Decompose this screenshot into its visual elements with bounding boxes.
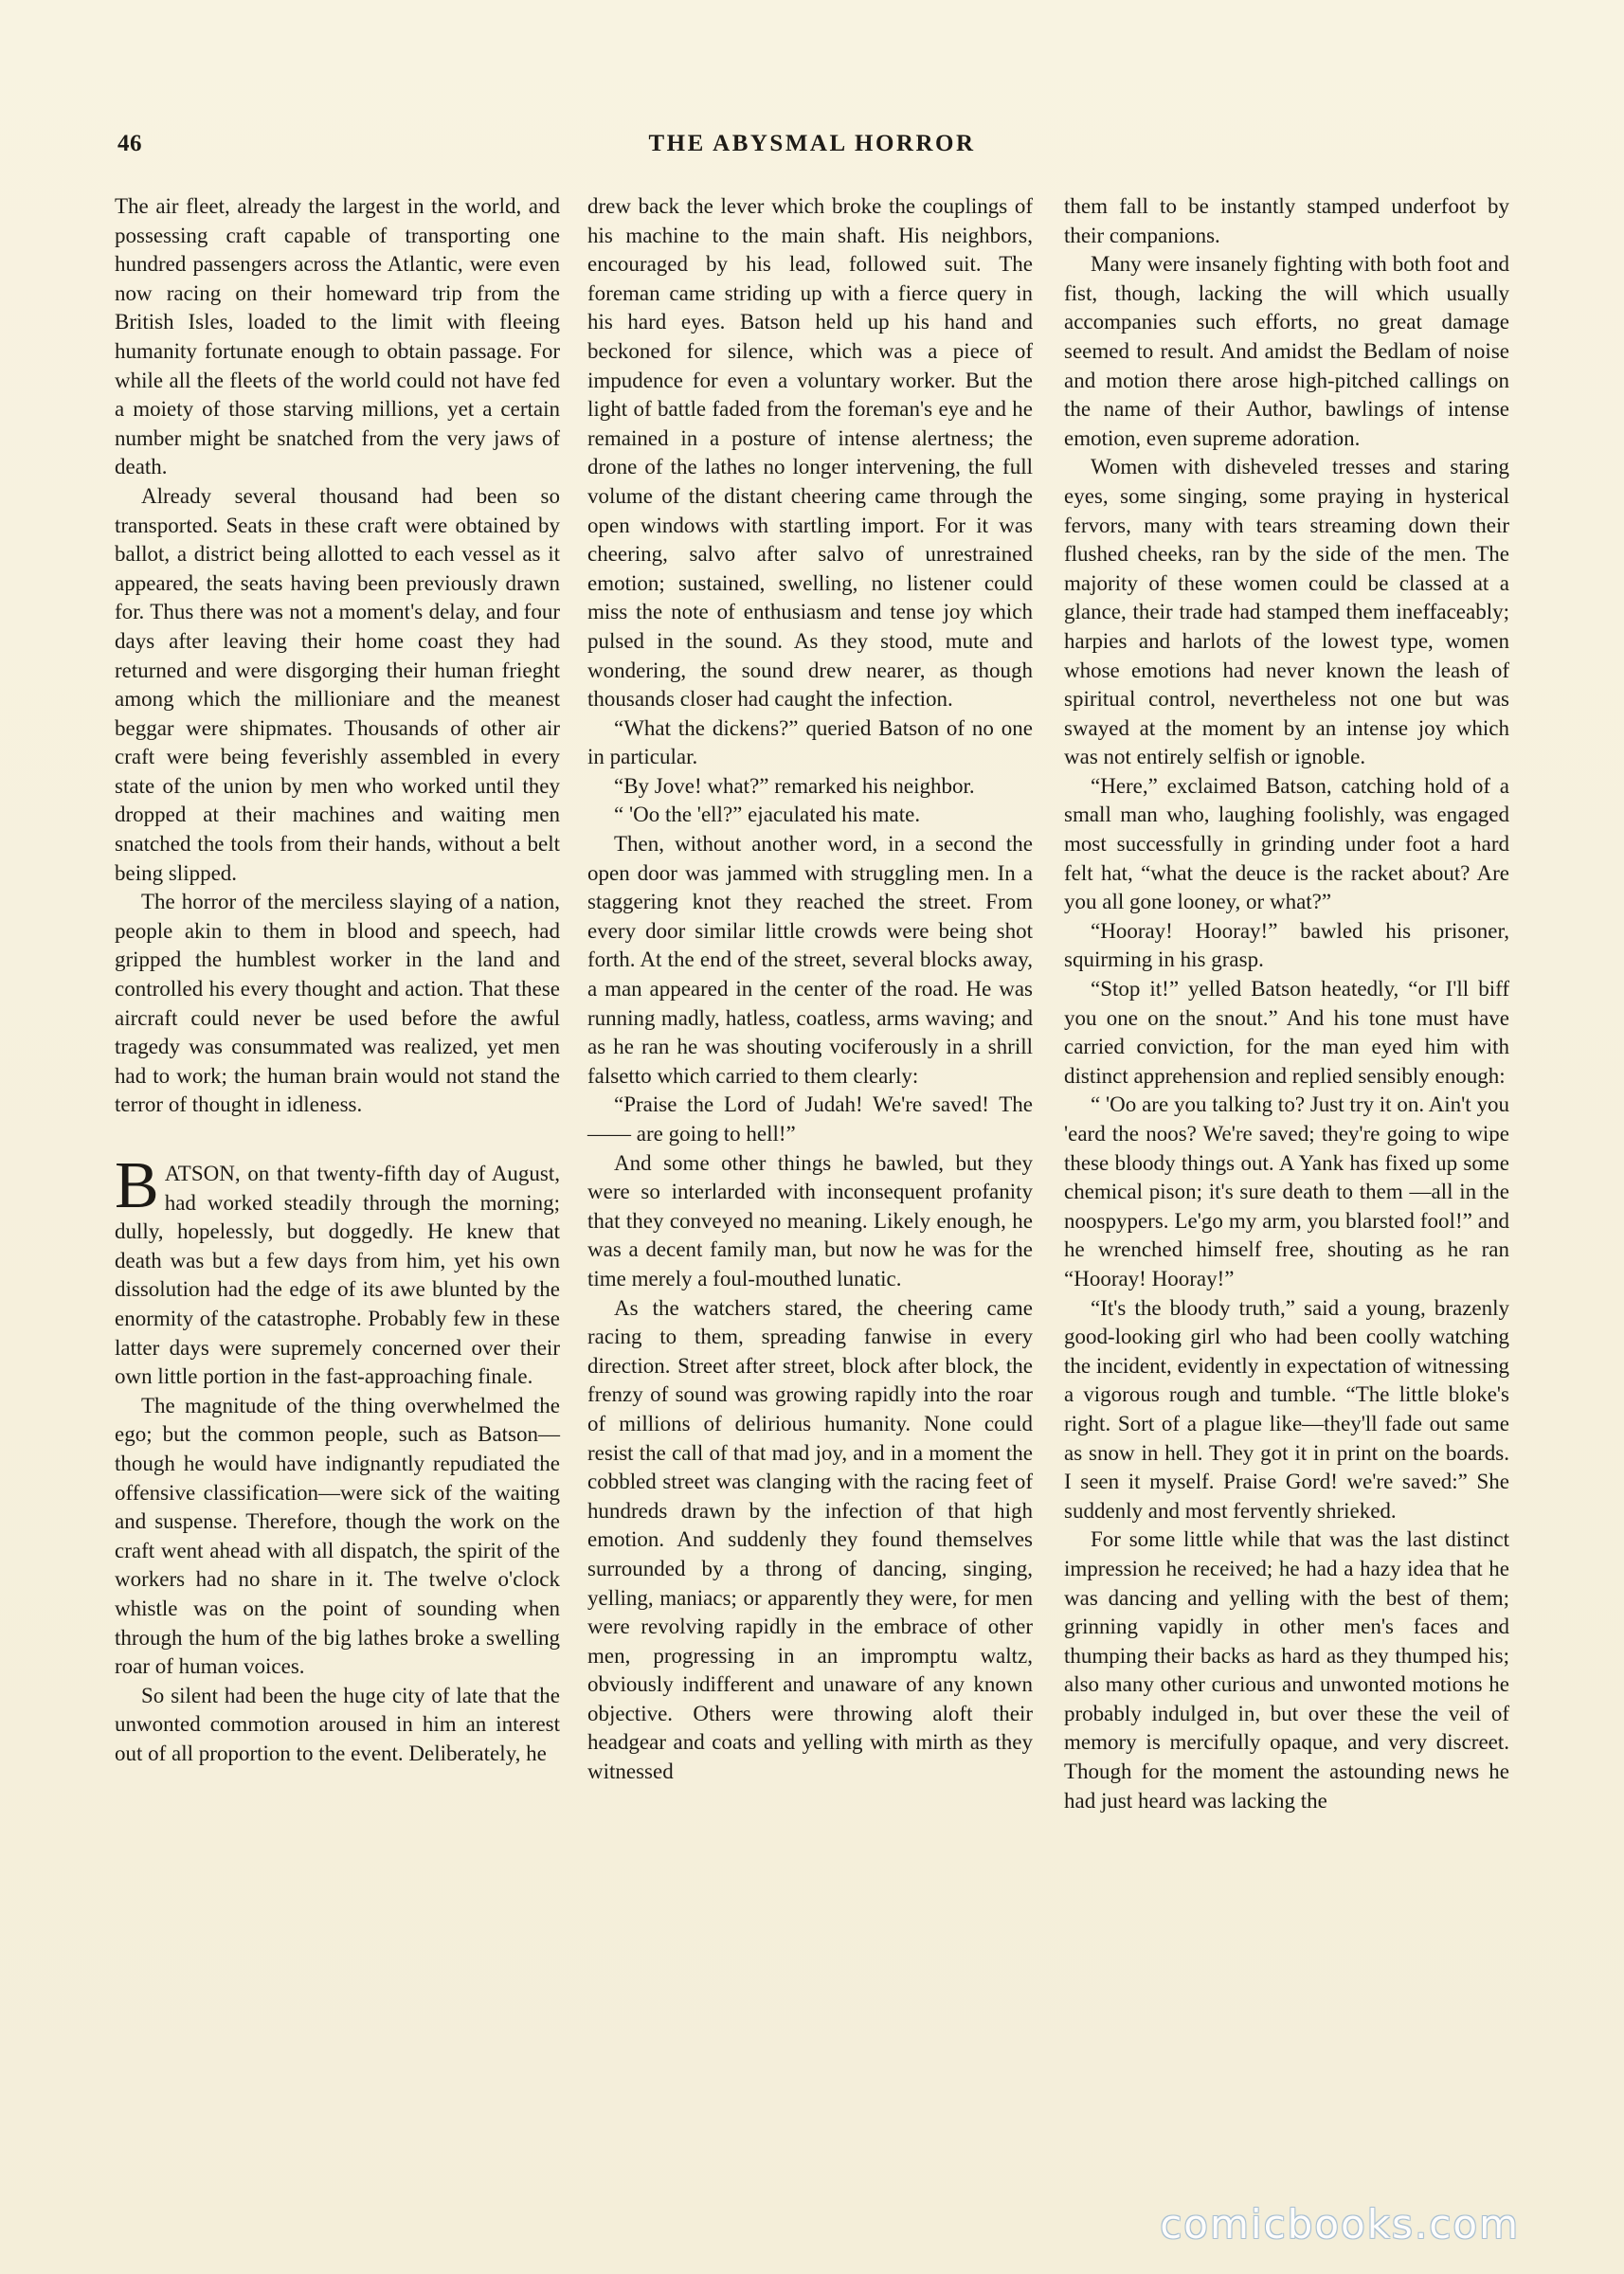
text-column-3 [1064, 192, 1509, 1815]
paragraph: “Hooray! Hooray!” bawled his prisoner, squirming in his grasp. [1064, 918, 1509, 972]
text-column-1 [115, 192, 560, 1768]
paragraph: The air fleet, already the largest in the world, and possessing craft capable of transporting one hundred passengers across the Atlantic, were even now racing on their homeward trip from the British Isles, loaded to the limit with fleeing humanity fortunate enough to obtain passage. For while all the fleets of the world could not have fed a moiety of those starving millions, yet a certain number might be snatched from the very jaws of death. [115, 194, 560, 479]
paragraph: “Stop it!” yelled Batson heatedly, “or I'll biff you one on the snout.” And his tone must have carried conviction, for the man eyed him with distinct apprehension and replied sensibly enough: [1064, 977, 1509, 1088]
section-opening-paragraph [115, 1149, 560, 1392]
paragraph: For some little while that was the last distinct impression he received; he had a hazy idea that he was dancing and yelling with the best of them; grinning vapidly in other men's faces and thumping their backs as hard as they thumped his; also many other curious and unwonted motions he probably indulged in, but over these the veil of memory is mercifully opaque, and very discreet. Though for the moment the astounding news he had just heard was lacking the [1064, 1527, 1509, 1813]
paragraph: “It's the bloody truth,” said a young, brazenly good-looking girl who had been coolly watching the incident, evidently in expectation of witnessing a vigorous rough and tumble. “The little bloke's right. Sort of a plague like—they'll fade out same as snow in hell. They got it in print on the boards. I seen it myself. Praise Gord! we're saved:” She suddenly and most fervently shrieked. [1064, 1295, 1509, 1523]
paragraph: “Here,” exclaimed Batson, catching hold of a small man who, laughing foolishly, was engaged most successfully in grinding under foot a hard felt hat, “what the deuce is the racket about? Are you all gone looney, or what?” [1064, 773, 1509, 914]
paragraph: “By Jove! what?” remarked his neighbor. [614, 773, 975, 798]
paragraph: So silent had been the huge city of late that the unwonted commotion aroused in him an interest out of all proportion to the event. Deliberately, he [115, 1683, 560, 1765]
paragraph: As the watchers stared, the cheering came racing to them, spreading fanwise in every direction. Street after street, block after block, the frenzy of sound was growing rapidly into the roar of millions of delirious humanity. None could resist the call of that mad joy, and in a moment the cobbled street was clanging with the racing feet of hundreds drawn by the infection of that high emotion. And suddenly they found themselves surrounded by a throng of dancing, singing, yelling, maniacs; or apparently they were, for men were revolving rapidly in the embrace of other men, progressing in an impromptu waltz, obviously indifferent and unaware of any known objective. Others were throwing aloft their headgear and coats and yelling with mirth as they witnessed [587, 1295, 1033, 1784]
paragraph: And some other things he bawled, but they were so interlarded with inconsequent profanity that they conveyed no meaning. Likely enough, he was a decent family man, but now he was for the time merely a foul-mouthed lunatic. [587, 1150, 1033, 1290]
paragraph: The horror of the merciless slaying of a nation, people akin to them in blood and speech, had gripped the humblest worker in the land and controlled his every thought and action. That these aircraft could never be used before the awful tragedy was consummated was realized, yet men had to work; the human brain would not stand the terror of thought in idleness. [115, 890, 560, 1117]
running-title: THE ABYSMAL HORROR [648, 131, 976, 156]
text-column-2 [587, 192, 1033, 1787]
site-watermark: comicbooks.com [1160, 2201, 1520, 2247]
paragraph: Already several thousand had been so transported. Seats in these craft were obtained by ballot, a district being allotted to each vessel as it appeared, the seats having been previously drawn for. Thus there was not a moment's delay, and four days after leaving their home coast they had returned and were disgorging their human frieght among which the millioniare and the meanest beggar were shipmates. Thousands of other air craft were being feverishly assembled in every state of the union by men who worked until they dropped at their machines and waiting men snatched the tools from their hands, without a belt being slipped. [115, 483, 560, 885]
paragraph: “ 'Oo the 'ell?” ejaculated his mate. [614, 803, 921, 827]
paragraph: drew back the lever which broke the couplings of his machine to the main shaft. His neighbors, encouraged by his lead, followed suit. The foreman came striding up with a fierce query in his hard eyes. Batson held up his hand and beckoned for silence, which was a piece of impudence for even a voluntary worker. But the light of battle faded from the foreman's eye and he remained in a posture of intense alertness; the drone of the lathes no longer intervening, the full volume of the distant cheering came through the open windows with startling import. For it was cheering, salvo after salvo of unrestrained emotion; sustained, swelling, no listener could miss the note of enthusiasm and tense joy which pulsed in the sound. As they stood, mute and wondering, the sound drew nearer, as though thousands closer had caught the infection. [587, 194, 1033, 712]
paragraph: “ 'Oo are you talking to? Just try it on. Ain't you 'eard the noos? We're saved; they're going to wipe these bloody things out. A Yank has fixed up some chemical pison; it's sure death to them —all in the noospypers. Le'go my arm, you blarsted fool!” and he wrenched himself free, shouting as he ran “Hooray! Hooray!” [1064, 1092, 1509, 1290]
paragraph: The magnitude of the thing overwhelmed the ego; but the common people, such as Batson—though he would have indignantly repudiated the offensive classification—were sick of the waiting and suspense. Therefore, though the work on the craft went ahead with all dispatch, the spirit of the workers had no share in it. The twelve o'clock whistle was on the point of sounding when through the hum of the big lathes broke a swelling roar of human voices. [115, 1393, 560, 1679]
paragraph: Then, without another word, in a second the open door was jammed with struggling men. In a staggering knot they reached the street. From every door similar little crowds were being shot forth. At the end of the street, several blocks away, a man appeared in the center of the road. He was running madly, hatless, coatless, arms waving; and as he ran he was shouting vociferously in a shrill falsetto which carried to them clearly: [587, 832, 1033, 1088]
drop-cap: B [115, 1149, 159, 1222]
paragraph: Many were insanely fighting with both foot and fist, though, lacking the will which usually accompanies such efforts, no great damage seemed to result. And amidst the Bedlam of noise and motion there arose high-pitched callings on the name of their Author, bawlings of intense emotion, even supreme adoration. [1064, 252, 1509, 450]
paragraph: “What the dickens?” queried Batson of no one in particular. [587, 715, 1033, 769]
paragraph: them fall to be instantly stamped underfoot by their companions. [1064, 194, 1509, 247]
drop-cap-paragraph-text: ATSON, on that twenty-fifth day of August, had worked steadily through the morning; dully, hopelessly, but doggedly. He knew that death was but a few days from him, yet his own dissolution had the edge of its awe blunted by the enormity of the catastrophe. Probably few in these latter days were supremely concerned over their own little portion in the fast-approaching finale. [115, 1162, 560, 1389]
paragraph: Women with disheveled tresses and staring eyes, some singing, some praying in hysterical fervors, many with tears streaming down their flushed cheeks, ran by the side of the men. The majority of these women could be classed at a glance, their trade had stamped them ineffaceably; harpies and harlots of the lowest type, women whose emotions had never known the leash of spiritual control, nevertheless not one but was swayed at the moment by an intense joy which was not entirely selfish or ignoble. [1064, 455, 1509, 769]
page-number: 46 [117, 131, 142, 156]
paragraph: “Praise the Lord of Judah! We're saved! The —— are going to hell!” [587, 1092, 1033, 1146]
